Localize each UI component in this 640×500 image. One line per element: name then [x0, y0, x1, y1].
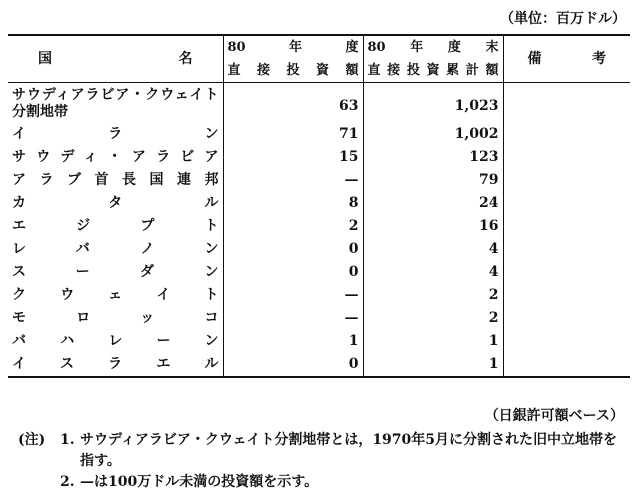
- investment-cell: 15: [223, 146, 363, 169]
- country-cell: カタル: [8, 192, 223, 215]
- notes-cell: [503, 123, 630, 146]
- header-investment-80: [223, 35, 363, 83]
- table-row: [8, 83, 630, 124]
- notes-cell: [503, 169, 630, 192]
- header-cumulative: [363, 35, 503, 83]
- footnote-1: [18, 430, 628, 472]
- footnote-1-text: サウディアラビア・クウェイト分割地帯とは，1970年5月に分割された旧中立地帯を指す。: [80, 432, 618, 469]
- header-notes: 備 考: [503, 35, 630, 83]
- table-row: [8, 123, 630, 146]
- cumulative-cell: 79: [363, 169, 503, 192]
- investment-cell: 0: [223, 261, 363, 284]
- cumulative-cell: 1: [363, 353, 503, 377]
- country-cell: バハレーン: [8, 330, 223, 353]
- country-cell: アラブ首長国連邦: [8, 169, 223, 192]
- table-row: [8, 353, 630, 377]
- notes-cell: [503, 307, 630, 330]
- notes-cell: [503, 83, 630, 124]
- footnote-2-number: 2.: [60, 474, 75, 490]
- footnotes: [18, 430, 628, 493]
- source-label: （日銀許可額ベース）: [484, 408, 624, 424]
- investment-cell: —: [223, 169, 363, 192]
- cumulative-cell: 1: [363, 330, 503, 353]
- table-row: [8, 284, 630, 307]
- investment-cell: —: [223, 284, 363, 307]
- country-cell: イスラエル: [8, 353, 223, 377]
- table-row: [8, 169, 630, 192]
- notes-cell: [503, 330, 630, 353]
- investment-cell: 63: [223, 83, 363, 124]
- table-row: [8, 261, 630, 284]
- investment-cell: 71: [223, 123, 363, 146]
- country-cell: スーダン: [8, 261, 223, 284]
- cumulative-cell: 1,023: [363, 83, 503, 124]
- cumulative-cell: 4: [363, 238, 503, 261]
- country-cell: レバノン: [8, 238, 223, 261]
- country-cell: クウェイト: [8, 284, 223, 307]
- header-cumulative-line2: 直接投資累計額: [367, 63, 499, 78]
- investment-cell: 1: [223, 330, 363, 353]
- footnote-prefix: (注): [18, 432, 46, 448]
- investment-cell: 0: [223, 353, 363, 377]
- country-cell: モロッコ: [8, 307, 223, 330]
- table-row: [8, 192, 630, 215]
- table-row: [8, 215, 630, 238]
- notes-cell: [503, 215, 630, 238]
- investment-cell: —: [223, 307, 363, 330]
- country-cell: サウディアラビア・クウェイト分割地帯: [8, 83, 223, 124]
- table-row: [8, 146, 630, 169]
- cumulative-cell: 1,002: [363, 123, 503, 146]
- cumulative-cell: 4: [363, 261, 503, 284]
- header-investment-80-line2: 直接投資額: [227, 63, 359, 78]
- notes-cell: [503, 146, 630, 169]
- investment-cell: 0: [223, 238, 363, 261]
- notes-cell: [503, 353, 630, 377]
- header-country: 国 名: [8, 35, 223, 83]
- country-cell: サウディ・アラビア: [8, 146, 223, 169]
- footnote-2-text: —は100万ドル未満の投資額を示す。: [80, 474, 319, 490]
- country-cell: イラン: [8, 123, 223, 146]
- investment-cell: 8: [223, 192, 363, 215]
- investment-table: [8, 34, 630, 378]
- notes-cell: [503, 284, 630, 307]
- table-row: [8, 238, 630, 261]
- notes-cell: [503, 238, 630, 261]
- country-cell: エジプト: [8, 215, 223, 238]
- header-investment-80-line1: 80 年 度: [227, 40, 359, 55]
- notes-cell: [503, 261, 630, 284]
- cumulative-cell: 2: [363, 307, 503, 330]
- footnote-2: [18, 472, 628, 493]
- footnote-1-number: 1.: [60, 432, 75, 448]
- cumulative-cell: 16: [363, 215, 503, 238]
- cumulative-cell: 24: [363, 192, 503, 215]
- header-cumulative-line1: 80 年 度 末: [367, 40, 499, 55]
- investment-cell: 2: [223, 215, 363, 238]
- table-row: [8, 307, 630, 330]
- cumulative-cell: 2: [363, 284, 503, 307]
- cumulative-cell: 123: [363, 146, 503, 169]
- unit-label: （単位：百万ドル）: [500, 11, 626, 27]
- notes-cell: [503, 192, 630, 215]
- table-row: [8, 330, 630, 353]
- header-row: [8, 35, 630, 83]
